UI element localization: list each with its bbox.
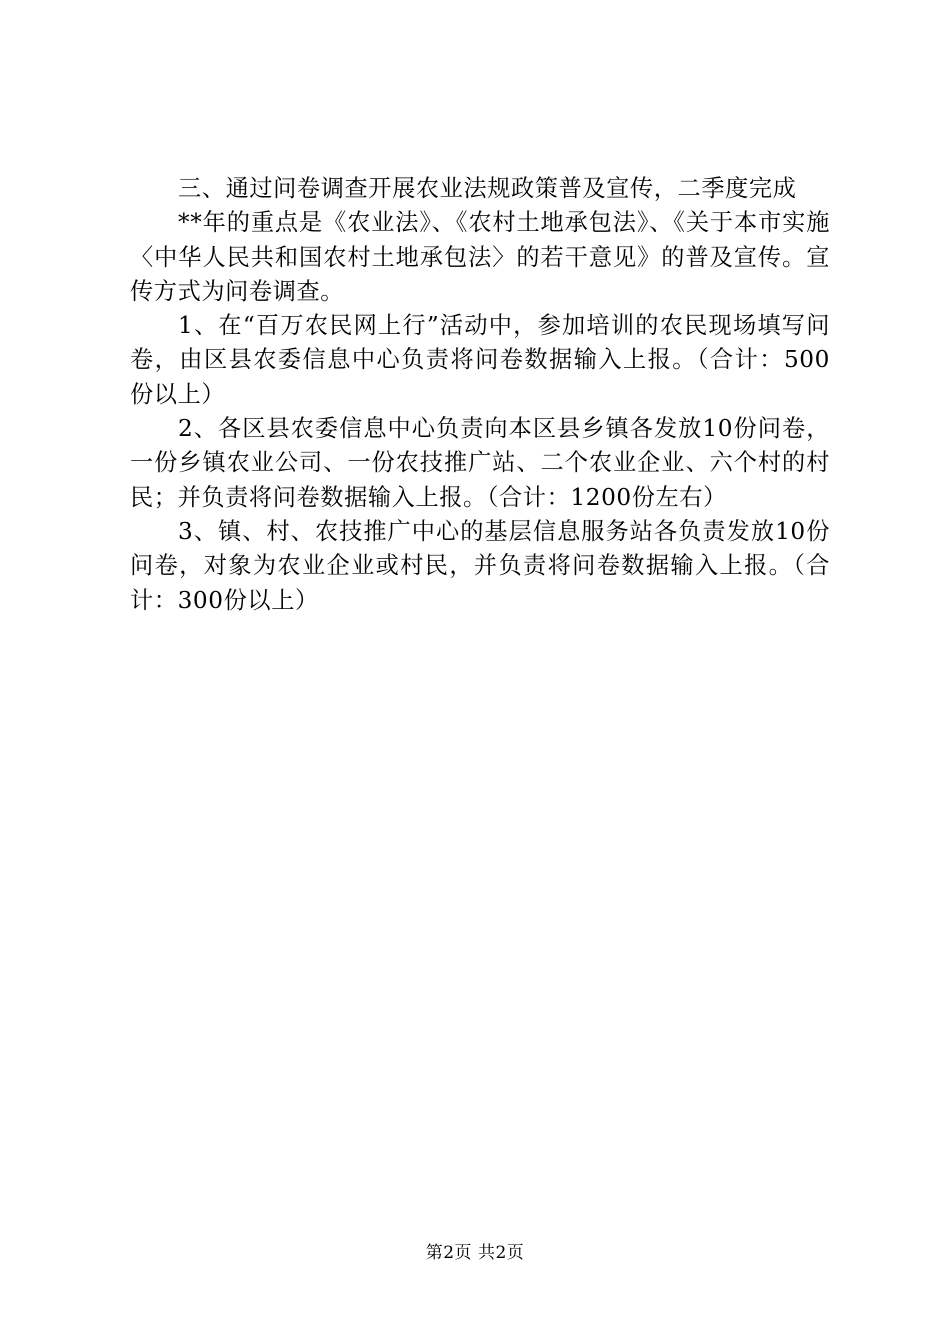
document-body bbox=[130, 172, 830, 618]
page-footer: 第2页 共2页 bbox=[425, 1243, 525, 1263]
paragraph-item-2: 2、各区县农委信息中心负责向本区县乡镇各发放10份问卷，一份乡镇农业公司、一份农技推广站、二个农业企业、六个村的村民；并负责将问卷数据输入上报。（合计：1200份左右） bbox=[130, 415, 830, 511]
paragraph-item-1: 1、在“百万农民网上行”活动中，参加培训的农民现场填写问卷，由区县农委信息中心负责将问卷数据输入上报。（合计：500份以上） bbox=[130, 312, 830, 408]
paragraph-item-3: 3、镇、村、农技推广中心的基层信息服务站各负责发放10份问卷，对象为农业企业或村民，并负责将问卷数据输入上报。（合计：300份以上） bbox=[130, 517, 830, 614]
paragraph-focus: **年的重点是《农业法》、《农村土地承包法》、《关于本市实施〈中华人民共和国农村土地承包法〉的若干意见》的普及宣传。宣传方式为问卷调查。 bbox=[130, 209, 830, 305]
section-heading: 三、通过问卷调查开展农业法规政策普及宣传，二季度完成 bbox=[178, 175, 797, 202]
